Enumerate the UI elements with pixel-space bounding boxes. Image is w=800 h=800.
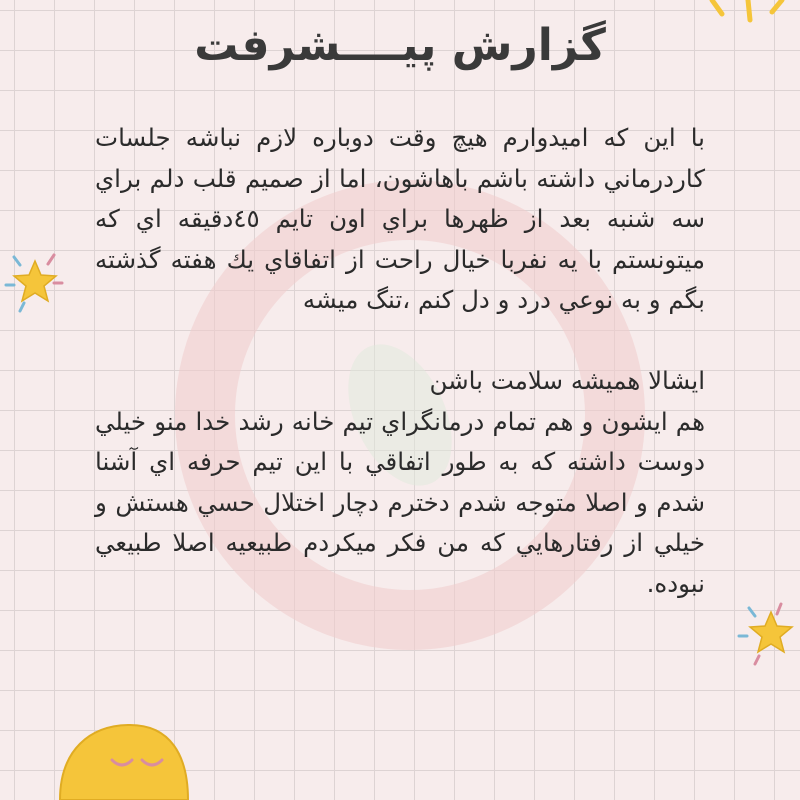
- right-star-icon: [735, 598, 800, 673]
- paragraph-1: با این که امیدوارم هیچ وقت دوباره لازم نباشه جلسات کاردرماني داشته باشم باهاشون، اما از صمیم قلب دلم براي سه شنبه بعد از ظهرها براي اون تایم ٤٥دقیقه اي که میتونستم با یه نفربا خیال راحت از اتفاقاي یك هفته گذشته بگم و به نوعي درد و دل کنم ،تنگ میشه: [95, 123, 706, 314]
- left-star-icon: [0, 245, 70, 320]
- paragraph-2: ایشالا همیشه سلامت باشن: [429, 366, 705, 395]
- paragraph-3: هم ایشون و هم تمام درمانگراي تیم خانه رشد خدا منو خیلي دوست داشته که به طور اتفاقي با این تیم حرفه اي آشنا شدم و اصلا متوجه شدم دخترم دچار اختلال حسي هستش و خیلي از رفتارهایي که من فکر میکردم طبیعیه اصلا طبیعي نبوده.: [95, 406, 705, 598]
- testimonial-text: [95, 118, 705, 604]
- bottom-left-bubble-icon: [50, 720, 190, 800]
- page-title: گزارش پیــــشرفت: [194, 20, 606, 71]
